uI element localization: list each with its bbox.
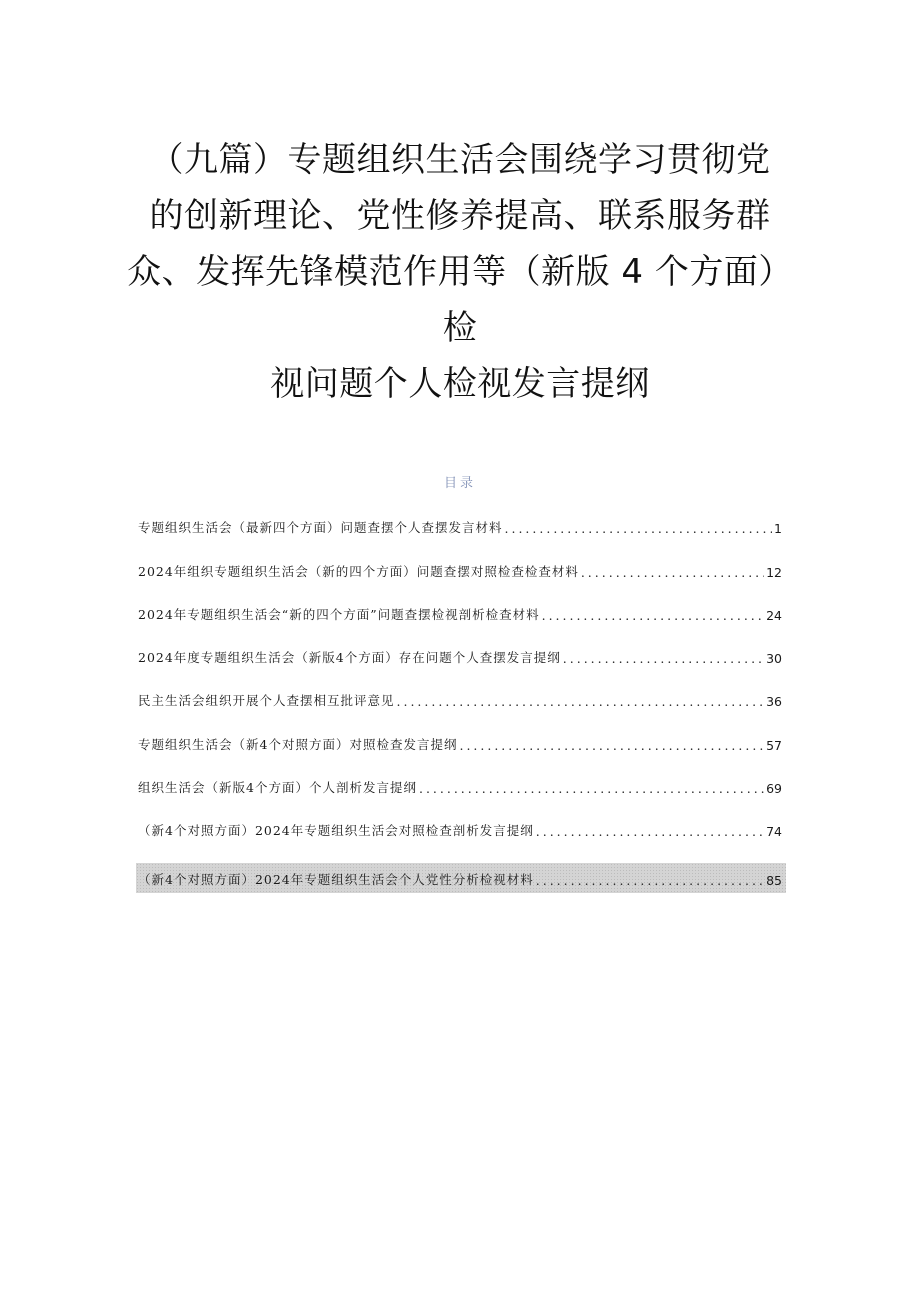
toc-entry-label: （新4个对照方面）2024年专题组织生活会个人党性分析检视材料 bbox=[138, 872, 534, 888]
toc-entry-page: 69 bbox=[766, 781, 782, 797]
toc-heading: 目录 bbox=[443, 476, 476, 491]
toc-leader-dots bbox=[542, 608, 765, 623]
toc-entry-label: 专题组织生活会（新4个对照方面）对照检查发言提纲 bbox=[138, 736, 458, 752]
table-of-contents bbox=[136, 504, 786, 893]
toc-entry-label: 2024年度专题组织生活会（新版4个方面）存在问题个人查摆发言提纲 bbox=[138, 650, 561, 666]
document-title bbox=[100, 132, 820, 412]
toc-leader-dots bbox=[581, 565, 764, 580]
toc-entry-label: 2024年专题组织生活会“新的四个方面”问题查摆检视剖析检查材料 bbox=[138, 606, 540, 622]
toc-entry-label: 民主生活会组织开展个人查摆相互批评意见 bbox=[138, 693, 395, 709]
toc-entry-4[interactable] bbox=[136, 634, 786, 677]
title-line-1: （九篇）专题组织生活会围绕学习贯彻党 bbox=[149, 140, 771, 180]
toc-leader-dots bbox=[419, 781, 764, 796]
toc-leader-dots bbox=[505, 521, 773, 536]
toc-entry-9-selected[interactable] bbox=[136, 863, 786, 893]
toc-entry-label: 专题组织生活会（最新四个方面）问题查摆个人查摆发言材料 bbox=[138, 520, 503, 536]
toc-entry-page: 85 bbox=[766, 873, 782, 889]
toc-entry-1[interactable] bbox=[136, 504, 786, 547]
toc-entry-page: 12 bbox=[766, 564, 782, 580]
toc-entry-label: 组织生活会（新版4个方面）个人剖析发言提纲 bbox=[138, 780, 417, 796]
title-line-5: 视问题个人检视发言提纲 bbox=[270, 364, 650, 404]
title-line-3: 众、发挥先锋模范作用等（新版 4 个方面） bbox=[127, 252, 793, 292]
toc-leader-dots bbox=[536, 873, 764, 888]
toc-entry-label: 2024年组织专题组织生活会（新的四个方面）问题查摆对照检查检查材料 bbox=[138, 563, 579, 579]
toc-leader-dots bbox=[459, 738, 764, 753]
toc-entry-6[interactable] bbox=[136, 720, 786, 763]
toc-entry-7[interactable] bbox=[136, 764, 786, 807]
title-line-4: 检 bbox=[442, 308, 478, 348]
toc-entry-page: 36 bbox=[766, 694, 782, 710]
toc-leader-dots bbox=[563, 651, 764, 666]
toc-entry-page: 74 bbox=[766, 824, 782, 840]
toc-entry-8[interactable] bbox=[136, 807, 786, 850]
title-line-2: 的创新理论、党性修养提高、联系服务群 bbox=[149, 196, 771, 236]
toc-entry-page: 30 bbox=[766, 651, 782, 667]
toc-entry-3[interactable] bbox=[136, 591, 786, 634]
toc-entry-page: 1 bbox=[774, 521, 782, 537]
toc-entry-page: 57 bbox=[766, 737, 782, 753]
toc-leader-dots bbox=[397, 694, 765, 709]
toc-leader-dots bbox=[536, 824, 764, 839]
toc-entry-label: （新4个对照方面）2024年专题组织生活会对照检查剖析发言提纲 bbox=[138, 823, 534, 839]
toc-entry-2[interactable] bbox=[136, 547, 786, 590]
toc-entry-page: 24 bbox=[766, 607, 782, 623]
toc-entry-5[interactable] bbox=[136, 677, 786, 720]
